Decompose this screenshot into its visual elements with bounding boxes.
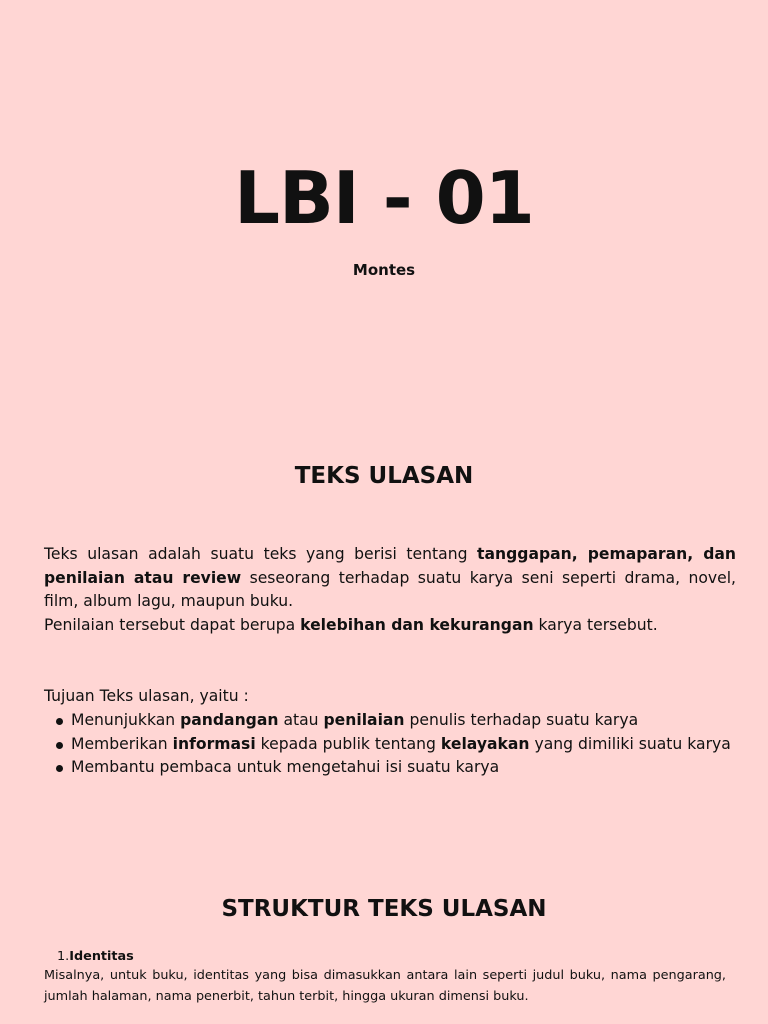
intro-bold-text: tanggapan, pemaparan, dan penilaian atau review <box>44 545 736 587</box>
author-name: Montes <box>352 261 416 279</box>
structure-item-label: Identitas <box>69 949 134 964</box>
goals-lead: Tujuan Teks ulasan, yaitu : <box>44 687 249 705</box>
assessment-bold-text: kelebihan dan kekurangan <box>300 616 534 634</box>
assessment-paragraph <box>44 614 736 638</box>
list-item <box>44 709 736 733</box>
intro-paragraph <box>44 543 736 614</box>
goals-list <box>44 709 736 780</box>
goal-text: Memberikan <box>71 734 173 753</box>
goal-text: yang dimiliki suatu karya <box>529 734 731 753</box>
list-item <box>44 733 736 757</box>
assessment-text: Penilaian tersebut dapat berupa <box>44 616 301 634</box>
section-heading-teks-ulasan: TEKS ULASAN <box>294 463 474 489</box>
intro-text: Teks ulasan adalah suatu teks yang berisi tentang <box>44 545 478 563</box>
goal-text: kepada publik tentang <box>255 734 441 753</box>
bullet-icon <box>56 742 63 749</box>
goal-bold-text: informasi <box>172 734 256 753</box>
page-title: LBI - 01 <box>234 156 534 240</box>
list-item <box>44 756 736 780</box>
intro-text-end: seseorang terhadap suatu karya seni seperti drama, novel, film, album lagu, maupun buku. <box>44 568 736 610</box>
goal-bold-text: kelayakan <box>440 734 530 753</box>
assessment-text-end: karya tersebut. <box>533 616 658 634</box>
bullet-icon <box>56 718 63 725</box>
structure-item-number: 1. <box>57 949 70 964</box>
goal-text: Menunjukkan <box>71 711 181 729</box>
bullet-icon <box>56 765 63 772</box>
structure-item-heading <box>57 948 134 965</box>
goal-bold-text: penilaian <box>323 711 405 729</box>
goal-text: penulis terhadap suatu karya <box>404 711 639 729</box>
goal-text: Membantu pembaca untuk mengetahui isi suatu karya <box>71 758 500 776</box>
structure-item-description: Misalnya, untuk buku, identitas yang bisa dimasukkan antara lain seperti judul buku, nama pengarang, jumlah halaman, nama penerbit, tahun terbit, hingga ukuran dimensi buku. <box>44 968 726 1004</box>
goal-text: atau <box>278 711 324 729</box>
goal-bold-text: pandangan <box>180 711 279 729</box>
section-heading-struktur: STRUKTUR TEKS ULASAN <box>221 896 547 922</box>
